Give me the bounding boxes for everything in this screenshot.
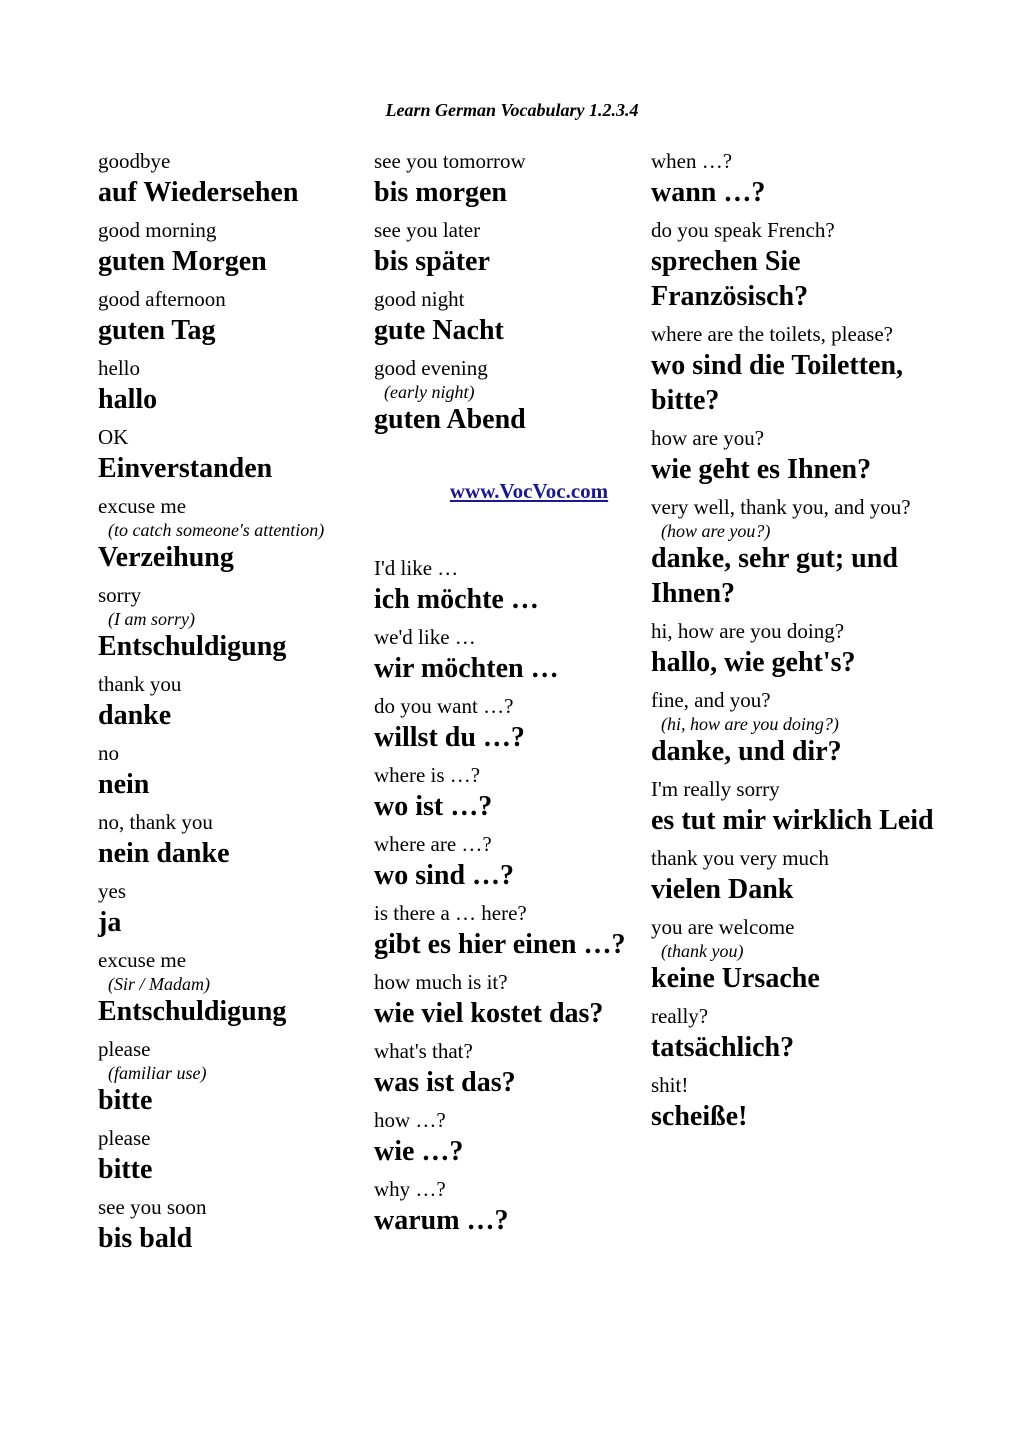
german-phrase: wie viel kostet das? (374, 998, 604, 1029)
german-phrase: hallo (98, 384, 158, 415)
german-phrase: guten Morgen (98, 246, 267, 277)
vocab-entry (374, 899, 644, 962)
english-phrase: where are the toilets, please? (651, 322, 893, 346)
vocab-entry (374, 354, 644, 437)
german-phrase: keine Ursache (651, 963, 820, 994)
english-phrase: hi, how are you doing? (651, 619, 845, 643)
english-phrase: very well, thank you, and you? (651, 495, 911, 519)
vocab-entry (374, 761, 644, 824)
english-phrase: is there a … here? (374, 901, 527, 925)
german-phrase: guten Tag (98, 315, 216, 346)
usage-note: (hi, how are you doing?) (661, 714, 839, 734)
english-phrase: where are …? (374, 832, 492, 856)
vocab-entry (651, 493, 936, 611)
german-phrase: willst du …? (374, 722, 525, 753)
vocab-entry (374, 1106, 644, 1169)
english-phrase: no (98, 741, 119, 765)
vocab-entry (651, 1002, 936, 1065)
german-phrase: nein danke (98, 838, 230, 869)
vocab-entry (98, 423, 368, 486)
vocab-entry (374, 968, 644, 1031)
website-link[interactable]: www.VocVoc.com (449, 479, 609, 503)
english-phrase: yes (98, 879, 126, 903)
vocab-entry (98, 739, 368, 802)
german-phrase: wo sind die Toiletten, bitte? (651, 350, 904, 416)
vocab-entry (98, 581, 368, 664)
page-title: Learn German Vocabulary 1.2.3.4 (385, 100, 639, 120)
vocab-entry (98, 354, 368, 417)
english-phrase: what's that? (374, 1039, 473, 1063)
german-phrase: gute Nacht (374, 315, 504, 346)
vocab-entry (374, 147, 644, 210)
english-phrase: I'd like … (374, 556, 459, 580)
english-phrase: good afternoon (98, 287, 226, 311)
german-phrase: Entschuldigung (98, 631, 287, 662)
english-phrase: OK (98, 425, 129, 449)
english-phrase: hello (98, 356, 140, 380)
vocab-entry (651, 844, 936, 907)
german-phrase: Verzeihung (98, 542, 234, 573)
german-phrase: was ist das? (374, 1067, 516, 1098)
english-phrase: you are welcome (651, 915, 795, 939)
english-phrase: we'd like … (374, 625, 476, 649)
german-phrase: bis morgen (374, 177, 507, 208)
english-phrase: see you soon (98, 1195, 207, 1219)
german-phrase: danke (98, 700, 172, 731)
english-phrase: see you later (374, 218, 481, 242)
vocab-entry (374, 623, 644, 686)
english-phrase: shit! (651, 1073, 689, 1097)
vocab-entry (651, 686, 936, 769)
vocab-entry (374, 1037, 644, 1100)
vocab-entry (651, 775, 936, 838)
english-phrase: I'm really sorry (651, 777, 780, 801)
vocab-entry (651, 617, 936, 680)
usage-note: (familiar use) (108, 1063, 207, 1083)
vocab-entry (98, 492, 368, 575)
english-phrase: thank you (98, 672, 182, 696)
vocab-column-1 (98, 147, 368, 1262)
german-phrase: ich möchte … (374, 584, 539, 615)
english-phrase: goodbye (98, 149, 171, 173)
vocab-entry (98, 808, 368, 871)
english-phrase: excuse me (98, 494, 187, 518)
english-phrase: do you want …? (374, 694, 514, 718)
english-phrase: how much is it? (374, 970, 508, 994)
usage-note: (Sir / Madam) (108, 974, 210, 994)
english-phrase: how are you? (651, 426, 765, 450)
vocab-entry (651, 913, 936, 996)
english-phrase: when …? (651, 149, 733, 173)
german-phrase: scheiße! (651, 1101, 748, 1132)
vocab-entry (651, 424, 936, 487)
german-phrase: auf Wiedersehen (98, 177, 299, 208)
usage-note: (early night) (384, 382, 475, 402)
vocab-entry (651, 1071, 936, 1134)
usage-note: (to catch someone's attention) (108, 520, 325, 540)
german-phrase: es tut mir wirklich Leid (651, 805, 934, 836)
vocab-entry (98, 216, 368, 279)
english-phrase: excuse me (98, 948, 187, 972)
german-phrase: wie geht es Ihnen? (651, 454, 872, 485)
usage-note: (I am sorry) (108, 609, 195, 629)
vocab-entry (98, 285, 368, 348)
english-phrase: do you speak French? (651, 218, 835, 242)
english-phrase: really? (651, 1004, 709, 1028)
english-phrase: please (98, 1037, 151, 1061)
english-phrase: fine, and you? (651, 688, 771, 712)
german-phrase: bis bald (98, 1223, 193, 1254)
vocab-entry (98, 147, 368, 210)
english-phrase: why …? (374, 1177, 446, 1201)
website-link-wrap (374, 479, 644, 504)
vocab-group-greetings (374, 147, 644, 437)
english-phrase: where is …? (374, 763, 481, 787)
german-phrase: Entschuldigung (98, 996, 287, 1027)
english-phrase: no, thank you (98, 810, 213, 834)
german-phrase: danke, sehr gut; und Ihnen? (651, 543, 898, 609)
german-phrase: warum …? (374, 1205, 509, 1236)
english-phrase: sorry (98, 583, 142, 607)
vocab-entry (374, 830, 644, 893)
vocab-column-3 (651, 147, 936, 1140)
german-phrase: hallo, wie geht's? (651, 647, 856, 678)
german-phrase: bitte (98, 1085, 153, 1116)
vocab-entry (98, 670, 368, 733)
vocab-entry (374, 692, 644, 755)
vocab-group-phrases (374, 554, 644, 1238)
german-phrase: bis später (374, 246, 490, 277)
vocab-entry (374, 216, 644, 279)
vocab-entry (374, 1175, 644, 1238)
vocab-entry (98, 1035, 368, 1118)
english-phrase: please (98, 1126, 151, 1150)
vocab-entry (98, 1124, 368, 1187)
german-phrase: wann …? (651, 177, 766, 208)
vocab-column-2 (374, 147, 644, 1244)
german-phrase: Einverstanden (98, 453, 273, 484)
english-phrase: thank you very much (651, 846, 829, 870)
german-phrase: danke, und dir? (651, 736, 842, 767)
vocab-entry (374, 285, 644, 348)
vocab-entry (651, 147, 936, 210)
vocab-entry (98, 946, 368, 1029)
german-phrase: wir möchten … (374, 653, 559, 684)
german-phrase: gibt es hier einen …? (374, 929, 626, 960)
german-phrase: wo ist …? (374, 791, 493, 822)
german-phrase: guten Abend (374, 404, 526, 435)
german-phrase: wo sind …? (374, 860, 515, 891)
english-phrase: good evening (374, 356, 488, 380)
english-phrase: good morning (98, 218, 217, 242)
german-phrase: tatsächlich? (651, 1032, 795, 1063)
english-phrase: good night (374, 287, 465, 311)
german-phrase: vielen Dank (651, 874, 794, 905)
english-phrase: how …? (374, 1108, 446, 1132)
german-phrase: nein (98, 769, 150, 800)
vocab-entry (374, 554, 644, 617)
vocab-entry (651, 320, 936, 418)
english-phrase: see you tomorrow (374, 149, 526, 173)
usage-note: (thank you) (661, 941, 744, 961)
vocab-entry (651, 216, 936, 314)
german-phrase: bitte (98, 1154, 153, 1185)
german-phrase: sprechen Sie Französisch? (651, 246, 809, 312)
german-phrase: wie …? (374, 1136, 464, 1167)
usage-note: (how are you?) (661, 521, 771, 541)
vocab-entry (98, 1193, 368, 1256)
german-phrase: ja (98, 907, 122, 938)
vocab-entry (98, 877, 368, 940)
